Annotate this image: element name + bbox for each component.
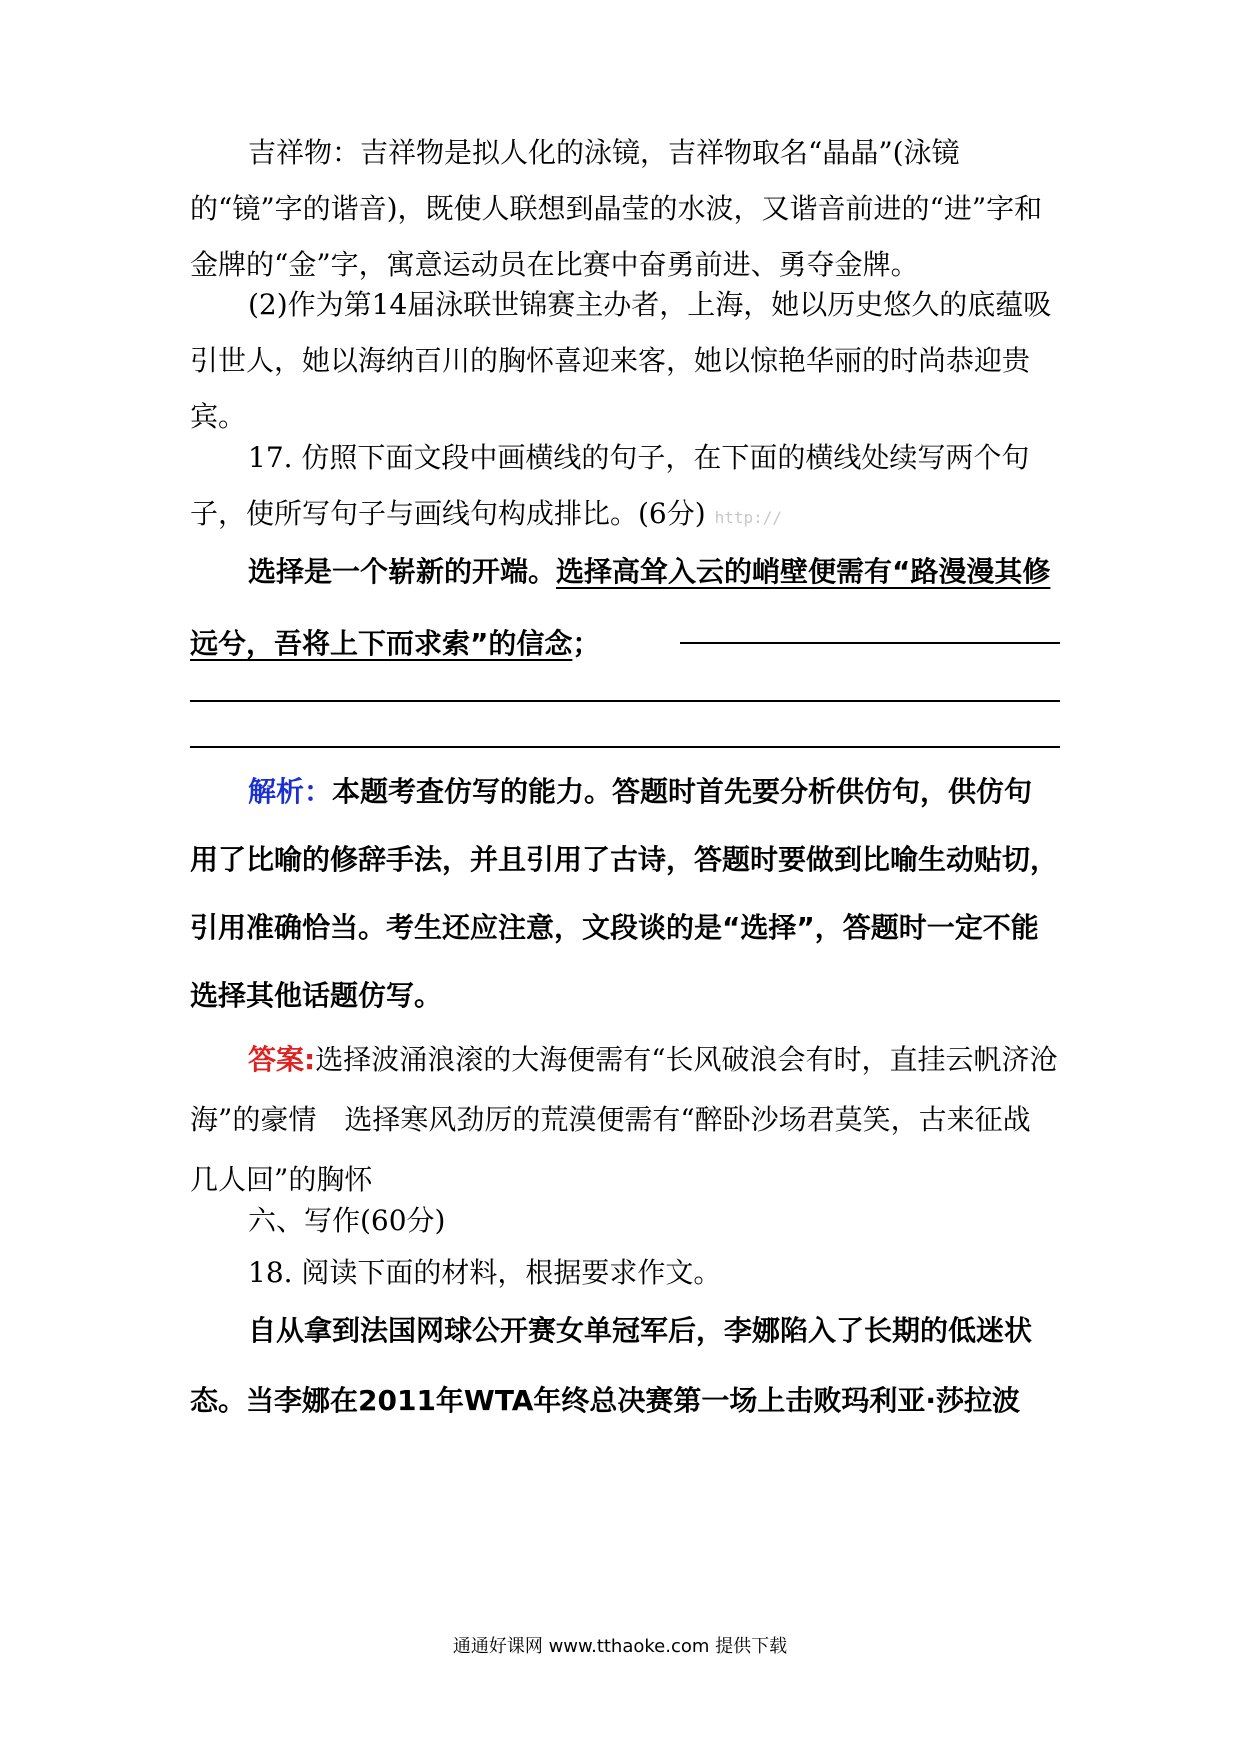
material-paragraph: 自从拿到法国网球公开赛女单冠军后，李娜陷入了长期的低迷状态。当李娜在2011年WTA年终总决赛第一场上击败玛利亚·莎拉波 (190, 1314, 1033, 1417)
answer-text: 选择波涌浪滚的大海便需有“长风破浪会有时，直挂云帆济沧海”的豪情 选择寒风劲厉的荒漠便需有“醉卧沙场君莫笑，古来征战几人回”的胸怀 (190, 1043, 1058, 1196)
answer-blank-line-3 (190, 746, 1060, 748)
answer-blank-line-2 (190, 700, 1060, 702)
question-17-text: 17. 仿照下面文段中画横线的句子，在下面的横线处续写两个句子，使所写句子与画线句构成排比。(6分) (190, 441, 1030, 530)
question-17 (190, 430, 1058, 546)
imitation-paragraph (190, 536, 1058, 680)
imitation-plain: 选择是一个崭新的开端。 (248, 555, 557, 588)
answer-label: 答案: (248, 1043, 316, 1076)
answer-paragraph (190, 1030, 1058, 1210)
imitation-underlined: 选择高耸入云的峭壁便需有“路漫漫其修远兮，吾将上下而求索”的信念 (190, 555, 1051, 660)
answer-blank-line-1 (680, 642, 1060, 644)
section-six-heading: 六、写作(60分) (248, 1204, 446, 1237)
mascot-paragraph: 吉祥物：吉祥物是拟人化的泳镜，吉祥物取名“晶晶”(泳镜的“镜”字的谐音)，既使人联想到晶莹的水波，又谐音前进的“进”字和金牌的“金”字，寓意运动员在比赛中奋勇前进、勇夺金牌。 (190, 136, 1043, 281)
page-footer: 通通好课网 www.tthaoke.com 提供下载 (452, 1636, 788, 1657)
question-18: 18. 阅读下面的材料，根据要求作文。 (248, 1256, 722, 1289)
analysis-label: 解析： (248, 775, 333, 808)
part2-paragraph: (2)作为第14届泳联世锦赛主办者，上海，她以历史悠久的底蕴吸引世人，她以海纳百川的胸怀喜迎来客，她以惊艳华丽的时尚恭迎贵宾。 (190, 288, 1052, 433)
analysis-paragraph (190, 758, 1058, 1030)
analysis-text: 本题考查仿写的能力。答题时首先要分析供仿句，供仿句用了比喻的修辞手法，并且引用了古诗，答题时要做到比喻生动贴切，引用准确恰当。考生还应注意，文段谈的是“选择”，答题时一定不能选择其他话题仿写。 (190, 775, 1059, 1012)
imitation-separator: ； (572, 627, 601, 660)
watermark-text: http:// (714, 508, 783, 527)
